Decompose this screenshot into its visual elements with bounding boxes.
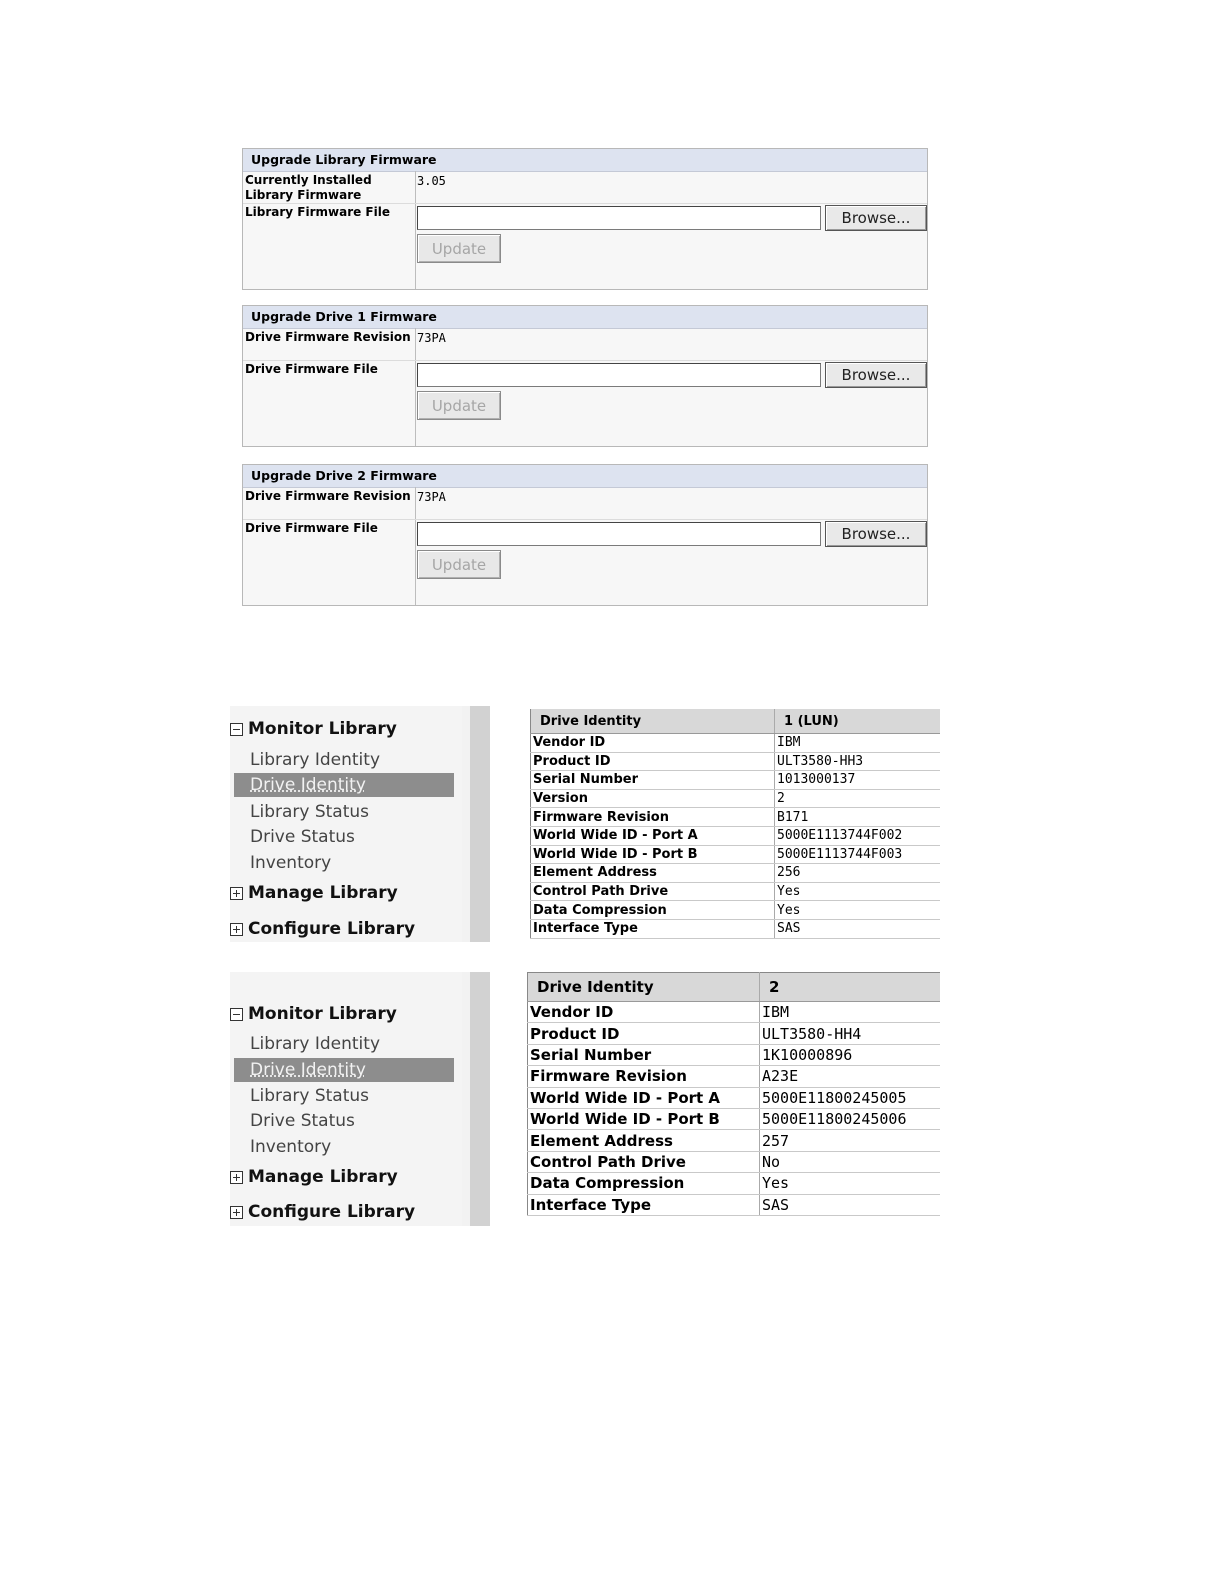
row-key: Data Compression: [528, 1173, 760, 1194]
nav-item-drive-status[interactable]: Drive Status: [250, 827, 355, 847]
minus-box-icon[interactable]: [230, 723, 243, 736]
nav-item-library-status[interactable]: Library Status: [250, 1086, 370, 1106]
table-row: [531, 752, 941, 771]
row-key: World Wide ID - Port B: [531, 845, 775, 864]
scrollbar[interactable]: [470, 706, 490, 942]
row-key: Product ID: [531, 752, 775, 771]
table-row: [528, 1108, 941, 1129]
nav-panel: [230, 706, 462, 942]
row-value: Yes: [775, 882, 941, 901]
row-value: 5000E1113744F002: [775, 826, 941, 845]
nav-section-label: Monitor Library: [248, 719, 397, 739]
table-row: [531, 826, 941, 845]
plus-box-icon[interactable]: [230, 1171, 243, 1184]
row-value: Yes: [760, 1173, 941, 1194]
panel-title: Upgrade Library Firmware: [243, 149, 927, 172]
table-row: [528, 1066, 941, 1087]
header-value: 1 (LUN): [775, 709, 941, 734]
table-row: [531, 882, 941, 901]
row-divider: [243, 519, 927, 520]
row-value: 256: [775, 864, 941, 883]
table-header-row: [528, 973, 941, 1002]
nav-item-library-status[interactable]: Library Status: [250, 802, 370, 822]
nav-item-library-identity[interactable]: Library Identity: [250, 750, 380, 770]
drive-firmware-file-label: Drive Firmware File: [245, 362, 378, 376]
table-row: [528, 1173, 941, 1194]
table-row: [528, 1087, 941, 1108]
drive-firmware-revision-label: Drive Firmware Revision: [245, 489, 411, 503]
row-divider: [243, 203, 927, 204]
table-row: [531, 901, 941, 920]
nav-sidebar: [230, 706, 490, 942]
row-key: Version: [531, 789, 775, 808]
header-key: Drive Identity: [528, 973, 760, 1002]
firmware-file-label: Library Firmware File: [245, 205, 390, 219]
row-value: 5000E11800245005: [760, 1087, 941, 1108]
drive-identity-table-2: [527, 972, 940, 1216]
drive-identity-table-1: [530, 709, 940, 939]
row-key: Element Address: [528, 1130, 760, 1151]
nav-sidebar: [230, 972, 490, 1226]
nav-section-manage-library[interactable]: [230, 1167, 398, 1187]
row-value: 257: [760, 1130, 941, 1151]
update-button[interactable]: Update: [417, 234, 501, 263]
row-key: Serial Number: [528, 1044, 760, 1065]
nav-item-library-identity[interactable]: Library Identity: [250, 1034, 380, 1054]
table-row: [528, 1002, 941, 1023]
row-key: Interface Type: [528, 1194, 760, 1215]
table-header-row: [531, 709, 941, 734]
panel-title: Upgrade Drive 1 Firmware: [243, 306, 927, 329]
header-key: Drive Identity: [531, 709, 775, 734]
installed-firmware-label: Currently Installed Library Firmware: [245, 173, 372, 202]
table-row: [528, 1151, 941, 1172]
upgrade-library-firmware-panel: [242, 148, 928, 290]
scrollbar[interactable]: [470, 972, 490, 1226]
row-value: Yes: [775, 901, 941, 920]
row-key: Control Path Drive: [528, 1151, 760, 1172]
panel-title: Upgrade Drive 2 Firmware: [243, 465, 927, 488]
nav-section-label: Configure Library: [248, 1202, 416, 1222]
drive-firmware-revision-value: 73PA: [417, 331, 446, 345]
row-value: B171: [775, 808, 941, 827]
row-value: SAS: [760, 1194, 941, 1215]
column-divider: [415, 328, 416, 446]
minus-box-icon[interactable]: [230, 1008, 243, 1021]
table-row: [531, 789, 941, 808]
browse-button[interactable]: Browse...: [825, 521, 927, 547]
nav-section-monitor-library[interactable]: [230, 719, 397, 739]
row-key: Data Compression: [531, 901, 775, 920]
nav-item-inventory[interactable]: Inventory: [250, 1137, 332, 1157]
drive-firmware-revision-value: 73PA: [417, 490, 446, 504]
table-row: [531, 808, 941, 827]
installed-firmware-value: 3.05: [417, 174, 446, 188]
column-divider: [415, 171, 416, 289]
row-value: IBM: [760, 1002, 941, 1023]
row-divider: [243, 360, 927, 361]
nav-item-drive-identity[interactable]: Drive Identity: [234, 773, 454, 797]
nav-section-monitor-library[interactable]: [230, 1004, 397, 1024]
column-divider: [415, 487, 416, 605]
row-key: Firmware Revision: [531, 808, 775, 827]
row-value: SAS: [775, 919, 941, 938]
table-row: [531, 864, 941, 883]
nav-section-label: Monitor Library: [248, 1004, 397, 1024]
nav-item-inventory[interactable]: Inventory: [250, 853, 332, 873]
library-firmware-file-input[interactable]: [417, 206, 821, 230]
drive-firmware-file-label: Drive Firmware File: [245, 521, 378, 535]
row-value: IBM: [775, 734, 941, 753]
nav-section-configure-library[interactable]: [230, 1202, 415, 1222]
drive-1-firmware-file-input[interactable]: [417, 363, 821, 387]
row-key: Interface Type: [531, 919, 775, 938]
table-row: [531, 771, 941, 790]
nav-section-label: Manage Library: [248, 883, 398, 903]
browse-button[interactable]: Browse...: [825, 362, 927, 388]
row-value: A23E: [760, 1066, 941, 1087]
nav-section-configure-library[interactable]: [230, 919, 415, 939]
upgrade-drive-1-firmware-panel: [242, 305, 928, 447]
nav-item-drive-identity[interactable]: Drive Identity: [234, 1058, 454, 1082]
row-value: 1013000137: [775, 771, 941, 790]
drive-firmware-revision-label: Drive Firmware Revision: [245, 330, 411, 344]
plus-box-icon[interactable]: [230, 1206, 243, 1219]
row-value: 1K10000896: [760, 1044, 941, 1065]
nav-section-manage-library[interactable]: [230, 883, 398, 903]
update-button[interactable]: Update: [417, 391, 501, 420]
table-row: [528, 1194, 941, 1215]
row-key: Control Path Drive: [531, 882, 775, 901]
nav-section-label: Manage Library: [248, 1167, 398, 1187]
row-value: ULT3580-HH3: [775, 752, 941, 771]
row-key: Element Address: [531, 864, 775, 883]
header-value: 2: [760, 973, 941, 1002]
table-row: [528, 1044, 941, 1065]
upgrade-drive-2-firmware-panel: [242, 464, 928, 606]
table-row: [531, 734, 941, 753]
nav-section-label: Configure Library: [248, 919, 416, 939]
row-value: ULT3580-HH4: [760, 1023, 941, 1044]
row-key: Serial Number: [531, 771, 775, 790]
row-key: Product ID: [528, 1023, 760, 1044]
table-row: [528, 1130, 941, 1151]
row-value: 5000E11800245006: [760, 1108, 941, 1129]
drive-2-firmware-file-input[interactable]: [417, 522, 821, 546]
row-key: World Wide ID - Port A: [531, 826, 775, 845]
update-button[interactable]: Update: [417, 550, 501, 579]
table-row: [531, 845, 941, 864]
row-value: 2: [775, 789, 941, 808]
table-row: [528, 1023, 941, 1044]
row-key: Vendor ID: [528, 1002, 760, 1023]
row-value: No: [760, 1151, 941, 1172]
plus-box-icon[interactable]: [230, 923, 243, 936]
row-key: World Wide ID - Port A: [528, 1087, 760, 1108]
table-row: [531, 919, 941, 938]
row-key: World Wide ID - Port B: [528, 1108, 760, 1129]
nav-item-drive-status[interactable]: Drive Status: [250, 1111, 355, 1131]
row-key: Vendor ID: [531, 734, 775, 753]
row-value: 5000E1113744F003: [775, 845, 941, 864]
row-key: Firmware Revision: [528, 1066, 760, 1087]
browse-button[interactable]: Browse...: [825, 205, 927, 231]
plus-box-icon[interactable]: [230, 887, 243, 900]
